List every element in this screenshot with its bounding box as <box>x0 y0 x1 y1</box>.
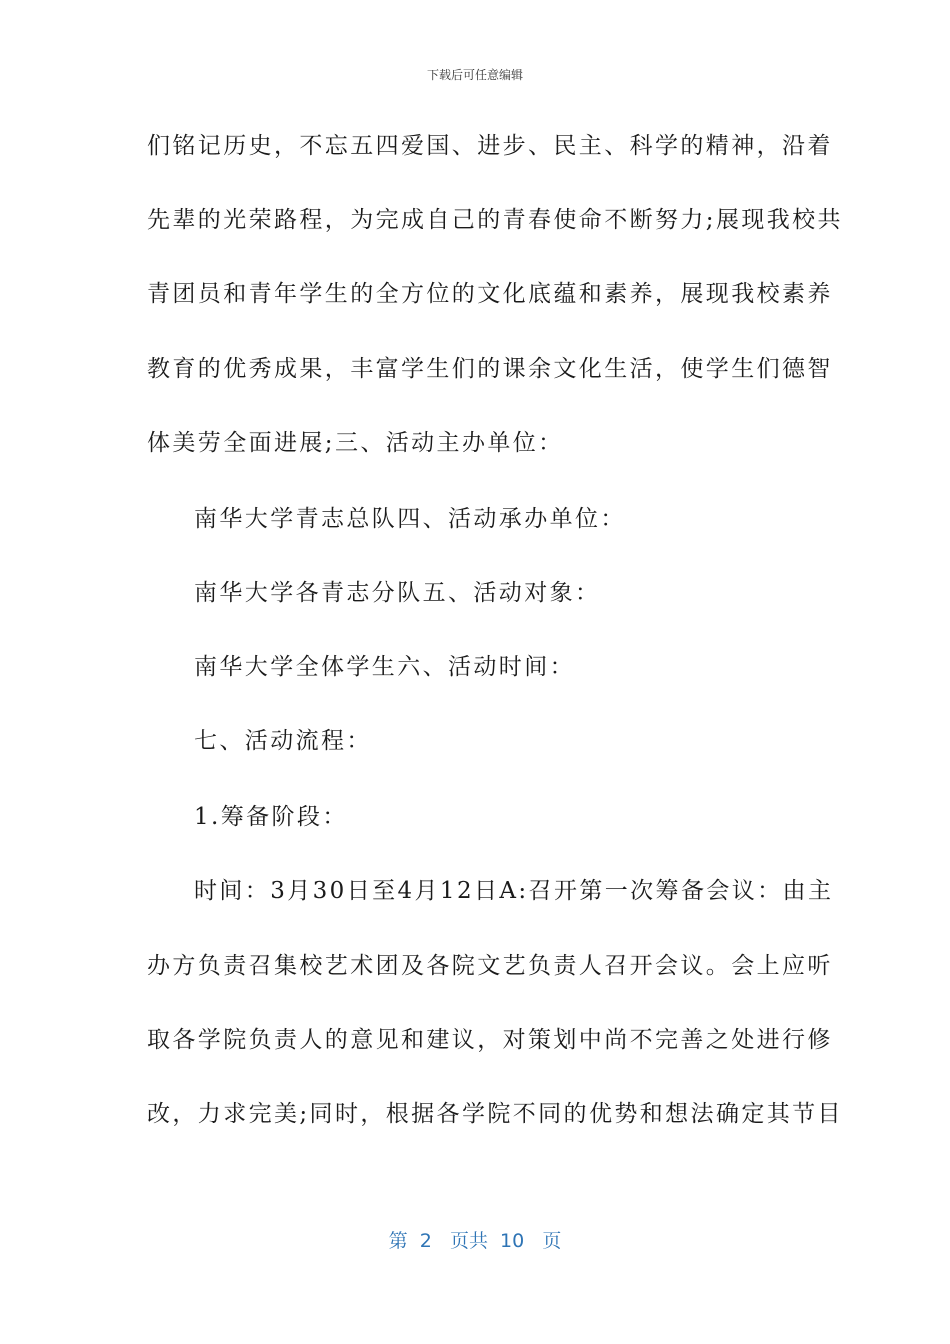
body-line-5: 体美劳全面进展;三、活动主办单位： <box>147 430 564 456</box>
body-line-7: 南华大学各青志分队五、活动对象： <box>194 580 601 606</box>
body-line-12: 办方负责召集校艺术团及各院文艺负责人召开会议。会上应听 <box>147 953 833 979</box>
body-line-8: 南华大学全体学生六、活动时间： <box>194 654 575 680</box>
body-line-2: 先辈的光荣路程，为完成自己的青春使命不断努力;展现我校共 <box>147 207 843 233</box>
body-line-10: 1.筹备阶段： <box>194 804 348 830</box>
body-line-11: 时间：3月30日至4月12日A:召开第一次筹备会议：由主 <box>194 878 834 904</box>
page-number-footer: 第 2 页共 10 页 <box>388 1230 562 1252</box>
header-note: 下载后可任意编辑 <box>426 68 523 82</box>
body-line-4: 教育的优秀成果，丰富学生们的课余文化生活，使学生们德智 <box>147 356 833 382</box>
body-line-14: 改，力求完美;同时，根据各学院不同的优势和想法确定其节目 <box>147 1101 843 1127</box>
body-line-6: 南华大学青志总队四、活动承办单位： <box>194 506 626 532</box>
body-line-1: 们铭记历史，不忘五四爱国、进步、民主、科学的精神，沿着 <box>147 133 833 159</box>
body-line-3: 青团员和青年学生的全方位的文化底蕴和素养，展现我校素养 <box>147 281 833 307</box>
body-line-13: 取各学院负责人的意见和建议，对策划中尚不完善之处进行修 <box>147 1027 833 1053</box>
body-line-9: 七、活动流程： <box>194 728 372 754</box>
